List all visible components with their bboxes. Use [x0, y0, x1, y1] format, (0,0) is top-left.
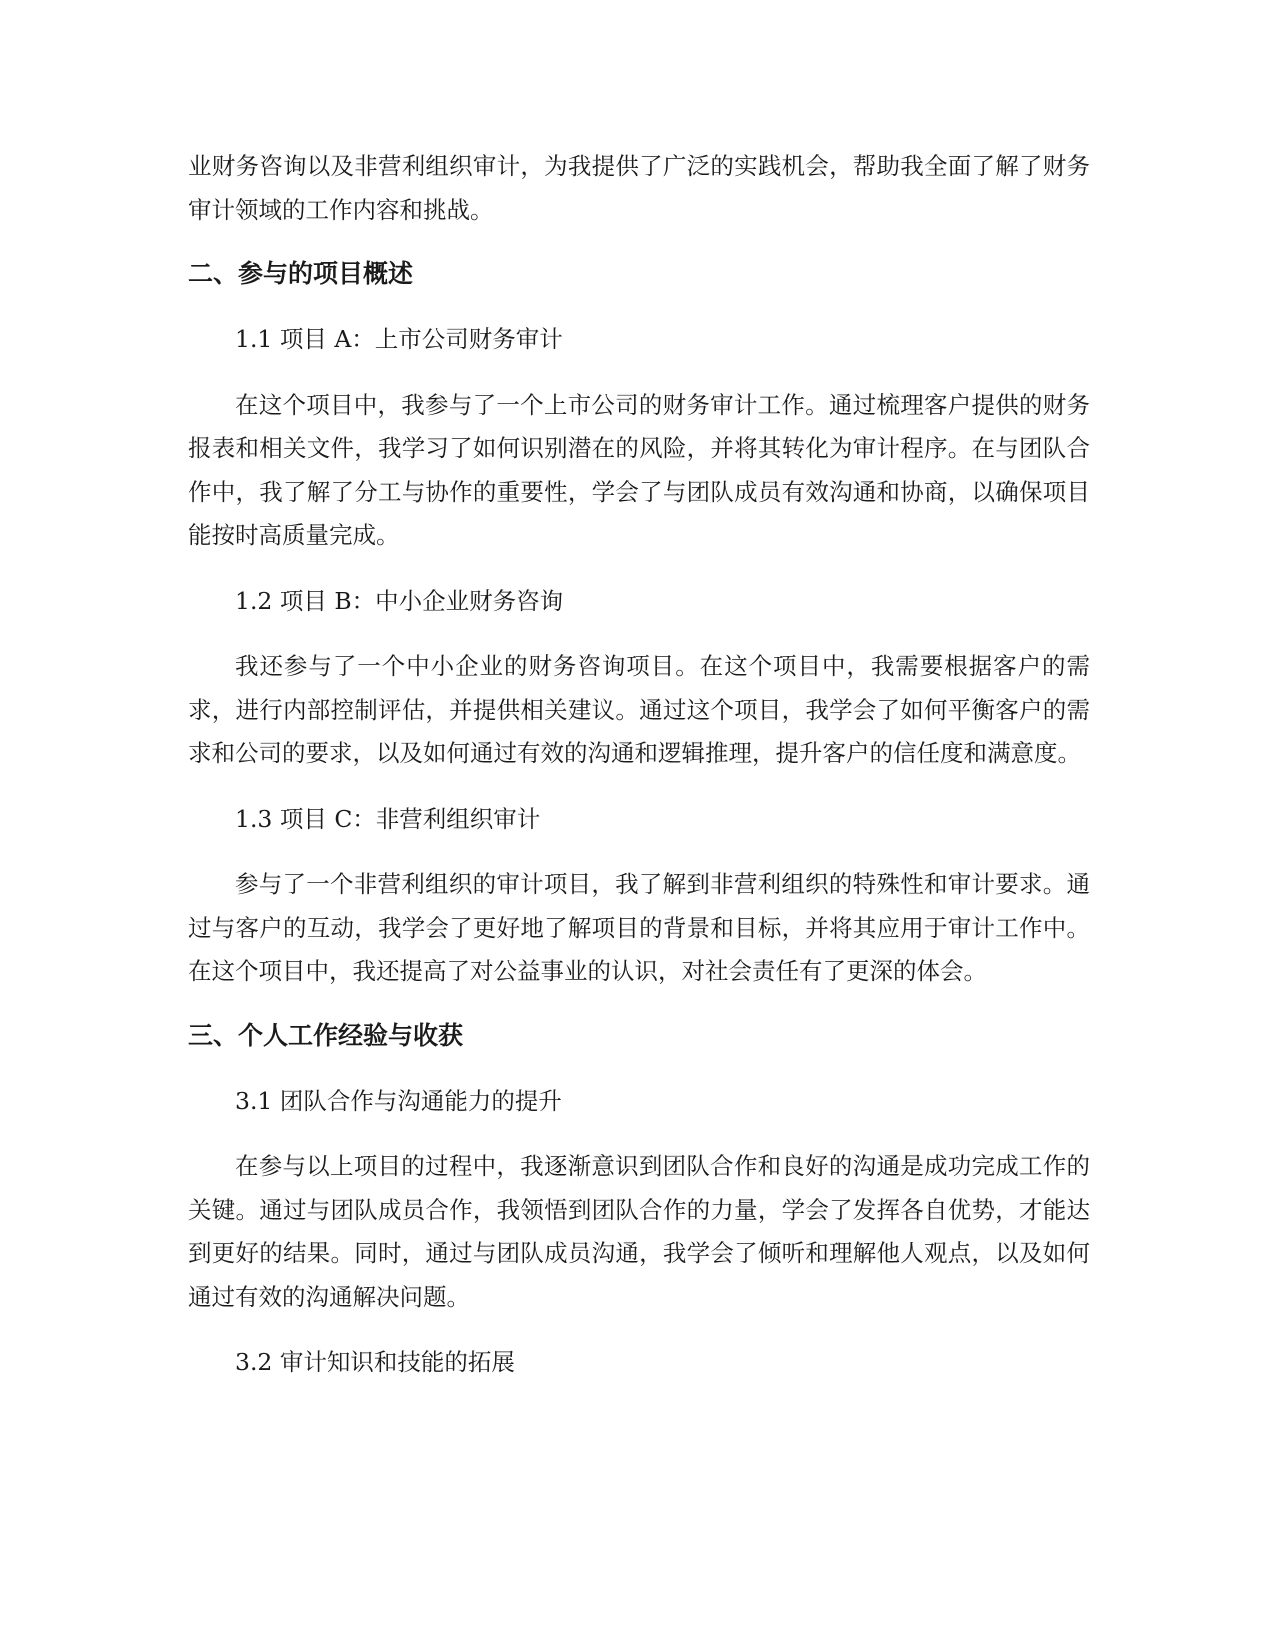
paragraph-project-b: 我还参与了一个中小企业的财务咨询项目。在这个项目中，我需要根据客户的需求，进行内部控制评估，并提供相关建议。通过这个项目，我学会了如何平衡客户的需求和公司的要求，以及如何通过有效的沟通和逻辑推理，提升客户的信任度和满意度。 [188, 652, 1090, 767]
section-heading-experience: 三、个人工作经验与收获 [188, 1020, 464, 1050]
subheading-project-b: 1.2 项目 B：中小企业财务咨询 [235, 586, 564, 615]
paragraph-project-a: 在这个项目中，我参与了一个上市公司的财务审计工作。通过梳理客户提供的财务报表和相关文件，我学习了如何识别潜在的风险，并将其转化为审计程序。在与团队合作中，我了解了分工与协作的重要性，学会了与团队成员有效沟通和协商，以确保项目能按时高质量完成。 [188, 390, 1090, 549]
paragraph-project-c: 参与了一个非营利组织的审计项目，我了解到非营利组织的特殊性和审计要求。通过与客户的互动，我学会了更好地了解项目的背景和目标，并将其应用于审计工作中。在这个项目中，我还提高了对公益事业的认识，对社会责任有了更深的体会。 [188, 870, 1090, 985]
section-heading-projects: 二、参与的项目概述 [188, 259, 414, 288]
subheading-project-c: 1.3 项目 C：非营利组织审计 [235, 804, 541, 833]
subheading-teamwork: 3.1 团队合作与沟通能力的提升 [235, 1086, 562, 1115]
document-body [188, 145, 1090, 1385]
subheading-project-a: 1.1 项目 A：上市公司财务审计 [235, 325, 563, 353]
intro-paragraph-tail: 业财务咨询以及非营利组织审计，为我提供了广泛的实践机会，帮助我全面了解了财务审计领域的工作内容和挑战。 [188, 152, 1090, 224]
subheading-audit-skills: 3.2 审计知识和技能的拓展 [235, 1348, 515, 1376]
paragraph-teamwork: 在参与以上项目的过程中，我逐渐意识到团队合作和良好的沟通是成功完成工作的关键。通过与团队成员合作，我领悟到团队合作的力量，学会了发挥各自优势，才能达到更好的结果。同时，通过与团队成员沟通，我学会了倾听和理解他人观点，以及如何通过有效的沟通解决问题。 [188, 1152, 1090, 1311]
